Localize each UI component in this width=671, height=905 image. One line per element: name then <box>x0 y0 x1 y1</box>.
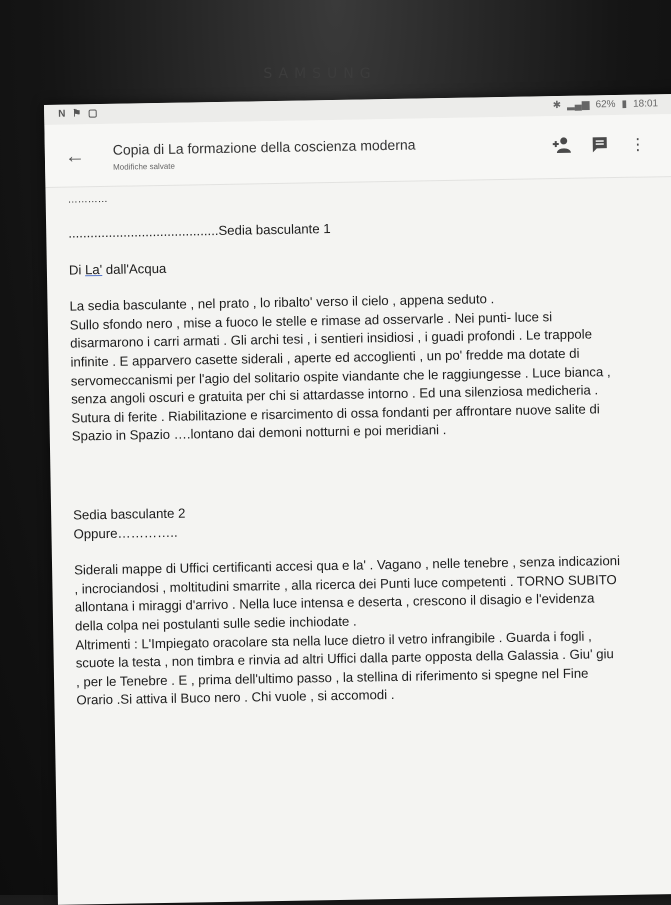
author-line: Di La' dall'Acqua <box>68 260 167 278</box>
para2-line: Orario .Si attiva il Buco nero . Chi vuole , si accomodi . <box>76 687 395 708</box>
heading-sedia-1: .........................................Sedia basculante 1 <box>68 221 331 241</box>
para1-line: Sullo sfondo nero , mise a fuoco le stelle e rimase ad osservarle . Nei punti- luce si <box>69 308 553 333</box>
document-title: Copia di La formazione della coscienza moderna <box>112 136 416 158</box>
dotted-line: ………… <box>67 193 108 206</box>
status-right <box>553 98 659 111</box>
heading-sedia-2: Sedia basculante 2 <box>73 505 186 523</box>
para2-line: Siderali mappe di Uffici certificanti accesi qua e la' . Vagano , nelle tenebre , senza indicazioni <box>73 553 621 578</box>
screen <box>44 94 671 905</box>
para2-line: , per le Tenebre . E , prima dell'ultimo passo , la stellina di riferimento si spegne nel Fine <box>75 665 589 690</box>
heading-sedia-2-sub: Oppure………….. <box>73 524 178 542</box>
para2-line: scuote la testa , non timbra e rinvia ad altri Uffici dalla parte opposta della Galassia . Giu' giu <box>75 646 614 671</box>
para1-line: Spazio in Spazio ….lontano dai demoni notturni e poi meridiani . <box>71 422 447 444</box>
para2-line: della colpa nei postulanti sulle sedie inchiodate . <box>74 613 357 634</box>
para1-line: servomeccanismi per l'agio del solitario ospite viandante che le raggiungesse . Luce bianca , <box>70 363 611 389</box>
battery-level: 62% <box>595 99 616 111</box>
bluetooth-icon: ✱ <box>552 99 562 112</box>
author-link[interactable]: La' <box>84 261 103 277</box>
add-person-icon[interactable] <box>551 136 573 158</box>
device-brand: SAMSUNG <box>263 66 377 82</box>
para2-line: Altrimenti : L'Impiegato oracolare sta nella luce dietro il vetro infrangibile . Guarda i fogli , <box>75 628 592 653</box>
clock: 18:01 <box>632 98 659 110</box>
save-status: Modifiche salvate <box>113 161 175 172</box>
para1-line: infinite . E apparvero casette siderali , aperte ed accoglienti , un po' fredde ma dotate di <box>70 345 580 370</box>
para2-line: allontana i miraggi d'arrivo . Nella luce intensa e deserta , crescono il disagio e l'evidenza <box>74 590 595 615</box>
more-vert-icon[interactable]: ⋮ <box>629 136 646 154</box>
doc-toolbar <box>44 114 671 188</box>
document-body[interactable] <box>68 184 671 710</box>
comment-icon[interactable] <box>589 135 611 157</box>
notification-icons: N ⚑ ▢ <box>58 108 100 120</box>
para2-line: , incrociandosi , moltitudini smarrite , alla ricerca dei Punti luce competenti . TORNO SUBITO <box>74 571 617 597</box>
para1-line: Sutura di ferite . Riabilitazione e risarcimento di ossa fondanti per affrontare nuove salite di <box>71 401 600 426</box>
battery-icon: ▮ <box>621 98 628 110</box>
signal-icon: ▂▄▆ <box>566 99 590 111</box>
para1-line: disarmarono i carri armati . Gli archi tesi , i sentieri insidiosi , i guadi profondi . Le trappole <box>70 326 593 351</box>
back-arrow-icon[interactable]: ← <box>64 145 86 168</box>
para1-line: La sedia basculante , nel prato , lo ribalto' verso il cielo , appena seduto . <box>69 291 495 314</box>
para1-line: senza angoli oscuri e gratuita per chi si attardasse intorno . Ed una silenziosa medicheria . <box>71 382 599 407</box>
